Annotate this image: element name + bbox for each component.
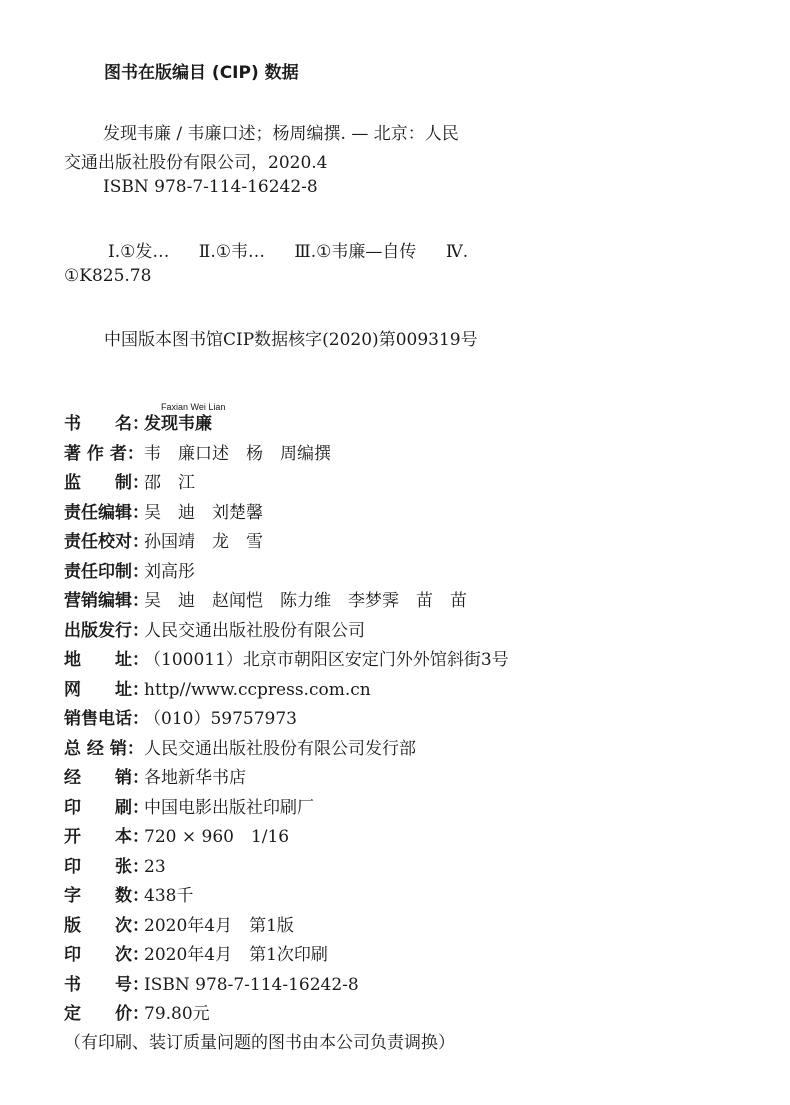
label: 出版发行： (64, 620, 149, 641)
label: 责任校对： (64, 532, 149, 552)
cip-title: 图书在版编目 (CIP) 数据 (104, 63, 299, 83)
value: 23 (144, 856, 166, 877)
label: 责任印制： (64, 561, 149, 582)
cip-isbn-line: ISBN 978-7-114-16242-8 (103, 177, 318, 197)
row-publisher (64, 617, 509, 647)
value: 438千 (144, 886, 194, 906)
row-marketing (64, 587, 509, 617)
cip-line-1: 发现韦廉 / 韦廉口述；杨周编撰. — 北京：人民 (103, 124, 459, 144)
label: 版 次： (64, 915, 149, 936)
value: 刘高彤 (144, 561, 195, 582)
label: 开 本： (64, 827, 149, 847)
cip-class-code: ①K825.78 (64, 266, 152, 286)
value: 2020年4月 第1次印刷 (144, 945, 328, 965)
row-book-number (64, 971, 509, 1001)
row-format (64, 823, 509, 853)
label: 印 张： (64, 856, 149, 877)
value: 韦 廉口述 杨 周编撰 (144, 443, 331, 464)
value: 吴 迪 赵闻恺 陈力维 李梦霁 苗 苗 (144, 591, 467, 611)
label: 监 制： (64, 473, 149, 493)
label: 书 号： (64, 974, 149, 995)
value: http//www.ccpress.com.cn (144, 679, 371, 700)
row-distributor (64, 735, 509, 765)
row-retailer (64, 764, 509, 794)
value: 各地新华书店 (144, 768, 246, 788)
label: 字 数： (64, 886, 149, 906)
row-printing (64, 941, 509, 971)
value: 720 × 960 1/16 (144, 827, 290, 847)
value: （010）59757973 (144, 709, 297, 729)
label: 网 址： (64, 679, 149, 700)
value: （100011）北京市朝阳区安定门外外馆斜街3号 (144, 650, 509, 670)
footer-note: （有印刷、装订质量问题的图书由本公司负责调换） (64, 1033, 455, 1053)
row-proofreader (64, 528, 509, 558)
row-print-supervisor (64, 558, 509, 588)
class-1: Ⅰ.①发… (108, 242, 170, 262)
label: 责任编辑： (64, 502, 149, 523)
row-printer (64, 794, 509, 824)
label: 总 经 销： (64, 738, 144, 759)
pinyin-title: Faxian Wei Lian (161, 402, 226, 412)
class-3: Ⅲ.①韦廉—自传 (294, 242, 417, 262)
label: 营销编辑： (64, 591, 149, 611)
value: 邵 江 (144, 473, 195, 493)
class-4: Ⅳ. (445, 242, 469, 262)
cip-classification (108, 237, 468, 262)
value: 孙国靖 龙 雪 (144, 532, 263, 552)
label: 地 址： (64, 650, 149, 670)
class-2: Ⅱ.①韦… (198, 242, 265, 262)
value: 79.80元 (144, 1004, 210, 1024)
value: 中国电影出版社印刷厂 (144, 797, 314, 818)
row-word-count (64, 882, 509, 912)
value: 人民交通出版社股份有限公司发行部 (144, 738, 416, 759)
label: 书 名： (64, 414, 149, 434)
row-website (64, 676, 509, 706)
label: 定 价： (64, 1004, 149, 1024)
row-sheets (64, 853, 509, 883)
cip-line-2: 交通出版社股份有限公司，2020.4 (64, 153, 328, 173)
value: ISBN 978-7-114-16242-8 (144, 974, 359, 995)
row-edition (64, 912, 509, 942)
label: 经 销： (64, 768, 149, 788)
row-title (64, 410, 509, 440)
row-supervisor (64, 469, 509, 499)
row-phone (64, 705, 509, 735)
value: 发现韦廉 (144, 414, 212, 434)
label: 印 刷： (64, 797, 149, 818)
cip-check-number: 中国版本图书馆CIP数据核字(2020)第009319号 (104, 330, 478, 350)
row-editor (64, 499, 509, 529)
row-price (64, 1000, 509, 1030)
copyright-info (64, 410, 509, 1030)
value: 人民交通出版社股份有限公司 (144, 620, 365, 641)
label: 著 作 者： (64, 443, 144, 464)
value: 吴 迪 刘楚馨 (144, 502, 263, 523)
row-address (64, 646, 509, 676)
value: 2020年4月 第1版 (144, 915, 294, 936)
label: 销售电话： (64, 709, 149, 729)
label: 印 次： (64, 945, 149, 965)
row-author (64, 440, 509, 470)
